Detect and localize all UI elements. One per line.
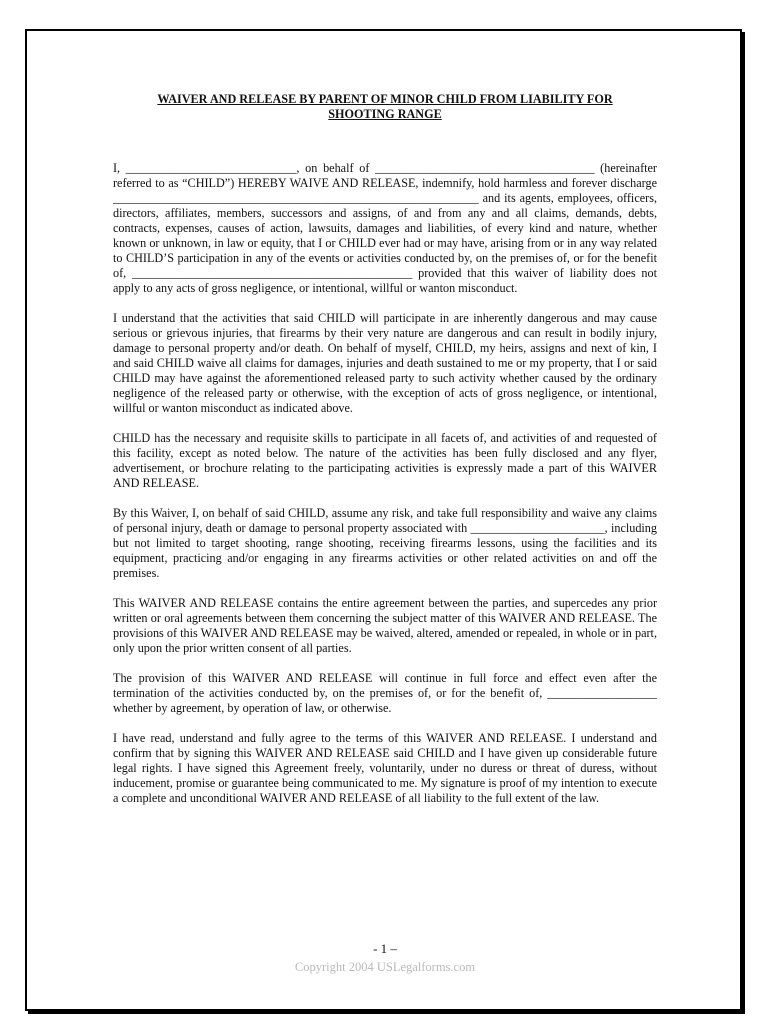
paragraph-entire-agreement: This WAIVER AND RELEASE contains the entire agreement between the parties, and supercedes any prior written or oral agreements between them concerning the subject matter of this WAIVER AND RELEASE. The provisions of this WAIVER AND RELEASE may be waived, altered, amended or repealed, in whole or in part, only upon the prior written consent of all parties. xyxy=(113,596,657,655)
title-line-1: WAIVER AND RELEASE BY PARENT OF MINOR CHILD FROM LIABILITY FOR xyxy=(157,92,613,106)
paragraph-assume-risk: By this Waiver, I, on behalf of said CHILD, assume any risk, and take full responsibility and waive any claims of personal injury, death or damage to personal property associated with ______________________, including but not limited to target shooting, range shooting, receiving firearms lessons, using the facilities and its equipment, practicing and/or engaging in any firearms activities or other related activities on and off the premises. xyxy=(113,506,657,580)
document-body xyxy=(113,92,657,821)
document-title xyxy=(113,92,657,122)
paragraph-waiver-release: I, ____________________________, on behalf of ____________________________________ (hereinafter referred to as “CHILD”) HEREBY WAIVE AND RELEASE, indemnify, hold harmless and forever discharge ____________________________________________________________ and its agents, employees, officers, directors, affiliates, members, successors and assigns, of and from any and all claims, demands, debts, contracts, expenses, causes of action, lawsuits, damages and liabilities, of every kind and nature, whether known or unknown, in law or equity, that I or CHILD ever had or may have, arising from or in any way related to CHILD’S participation in any of the events or activities conducted by, on the premises of, or for the benefit of, ______________________________________________ provided that this waiver of liability does not apply to any acts of gross negligence, or intentional, willful or wanton misconduct. xyxy=(113,161,657,295)
page-number: - 1 – xyxy=(373,941,397,956)
paragraph-child-skills: CHILD has the necessary and requisite skills to participate in all facets of, and activities of and requested of this facility, except as noted below. The nature of the activities has been fully disclosed and any flyer, advertisement, or brochure relating to the participating activities is expressly made a part of this WAIVER AND RELEASE. xyxy=(113,431,657,490)
paragraph-acknowledgement: I have read, understand and fully agree to the terms of this WAIVER AND RELEASE. I understand and confirm that by signing this WAIVER AND RELEASE said CHILD and I have given up considerable future legal rights. I have signed this Agreement freely, voluntarily, under no duress or threat of duress, without inducement, promise or guarantee being communicated to me. My signature is proof of my intention to execute a complete and unconditional WAIVER AND RELEASE of all liability to the full extent of the law. xyxy=(113,731,657,805)
paragraph-continuation: The provision of this WAIVER AND RELEASE will continue in full force and effect even after the termination of the activities conducted by, on the premises of, or for the benefit of, __________________ whether by agreement, by operation of law, or otherwise. xyxy=(113,671,657,715)
copyright-notice: Copyright 2004 USLegalforms.com xyxy=(294,960,476,974)
title-line-2: SHOOTING RANGE xyxy=(328,107,442,121)
paragraph-inherent-danger: I understand that the activities that said CHILD will participate in are inherently dangerous and may cause serious or grievous injuries, that firearms by their very nature are dangerous and can result in bodily injury, damage to personal property and/or death. On behalf of myself, CHILD, my heirs, assigns and next of kin, I and said CHILD waive all claims for damages, injuries and death sustained to me or my property, that I or said CHILD may have against the aforementioned released party to such activity whether caused by the ordinary negligence of the released party or otherwise, with the exception of acts of gross negligence, or intentional, willful or wanton misconduct as indicated above. xyxy=(113,311,657,415)
